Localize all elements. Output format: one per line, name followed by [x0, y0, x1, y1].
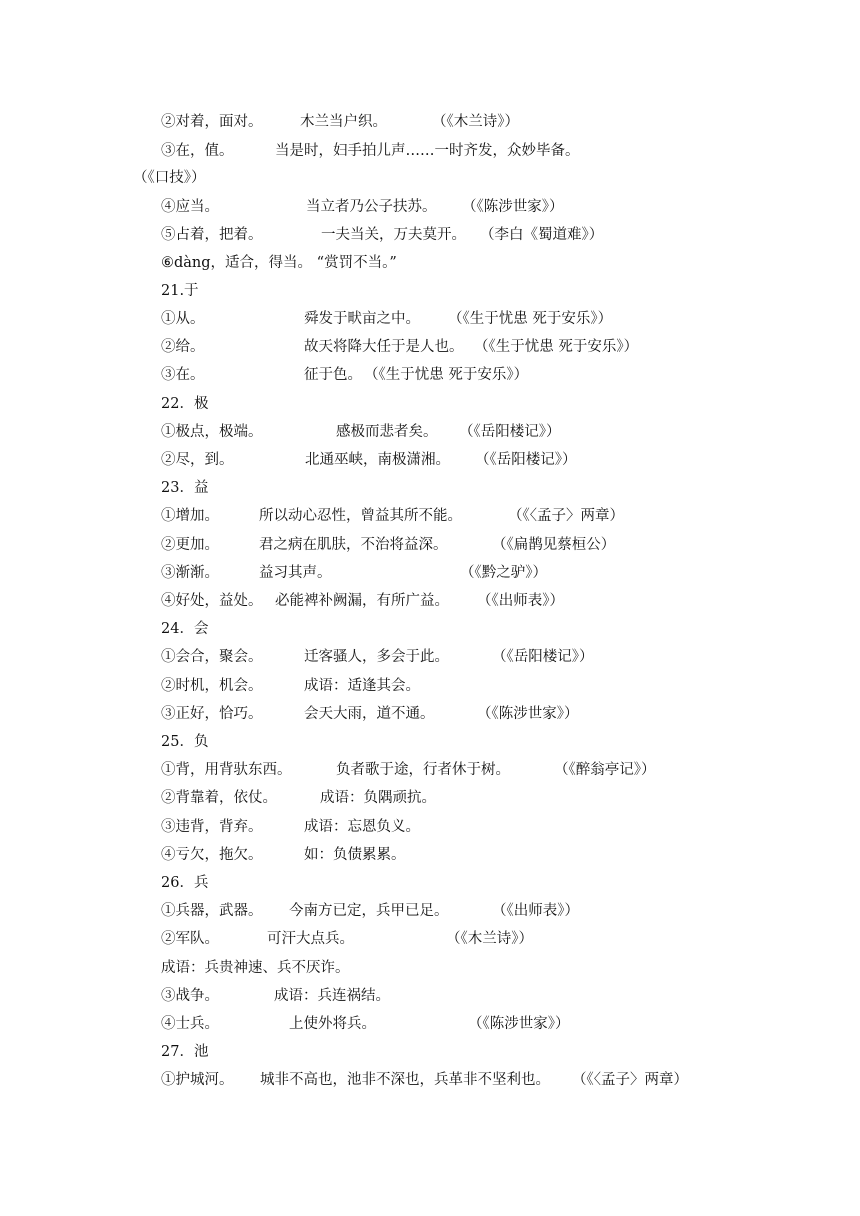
entry-meaning: ④士兵。: [161, 1016, 219, 1032]
entry-line: 成语：兵贵神速、兵不厌诈。: [161, 960, 350, 976]
entry-meaning: ①增加。: [161, 508, 219, 524]
entry-meaning: ③在。: [161, 367, 205, 383]
entry-example: 君之病在肌肤，不治将益深。: [259, 537, 448, 553]
entry-meaning: ③渐渐。: [161, 565, 219, 581]
entry-example: 一夫当关，万夫莫开。: [321, 227, 466, 243]
entry-meaning: ①兵器，武器。: [161, 903, 263, 919]
entry-meaning: ①护城河。: [161, 1072, 234, 1088]
entry-example: 成语：忘恩负义。: [304, 819, 420, 835]
entry-meaning: ②对着，面对。: [161, 114, 263, 130]
entry-example: 成语：适逢其会。: [304, 678, 420, 694]
entry-example: 可汗大点兵。: [267, 931, 354, 947]
entry-meaning: ②尽，到。: [161, 452, 234, 468]
entry-example: 木兰当户织。: [300, 114, 387, 130]
entry-source: （《岳阳楼记》）: [459, 424, 561, 440]
entry-meaning: ①极点，极端。: [161, 424, 263, 440]
entry-meaning: ①从。: [161, 311, 205, 327]
entry-meaning: ④亏欠，拖欠。: [161, 847, 263, 863]
entry-source: （《生于忧患 死于安乐》）: [474, 339, 639, 355]
entry-source: （《木兰诗》）: [432, 114, 519, 130]
entry-source: （李白《蜀道难》）: [480, 227, 604, 243]
entry-source: （《〈孟子〉两章）: [572, 1072, 688, 1088]
entry-meaning: ③战争。: [161, 988, 219, 1004]
entry-meaning: ②更加。: [161, 537, 219, 553]
entry-source: （《岳阳楼记》）: [475, 452, 577, 468]
entry-example: 如：负债累累。: [304, 847, 406, 863]
entry-source: （《扁鹊见蔡桓公）: [492, 537, 616, 553]
entry-meaning: ③违背，背弃。: [161, 819, 263, 835]
entry-source: （《〈孟子〉两章）: [508, 508, 624, 524]
entry-line: ⑥dàng，适合，得当。 “赏罚不当。”: [161, 255, 397, 271]
entry-meaning: ③在，值。: [161, 143, 234, 159]
entry-source: （《陈涉世家》）: [477, 706, 579, 722]
entry-source: （《木兰诗》）: [446, 931, 533, 947]
section-heading: 27．池: [161, 1044, 209, 1060]
entry-source: （《醉翁亭记》）: [554, 762, 656, 778]
entry-example: 益习其声。: [259, 565, 332, 581]
entry-source: （《陈涉世家》）: [468, 1016, 570, 1032]
entry-meaning: ④好处，益处。: [161, 593, 263, 609]
entry-example: 成语：负隅顽抗。: [320, 790, 436, 806]
section-heading: 24．会: [161, 621, 209, 637]
entry-example: 上使外将兵。: [289, 1016, 376, 1032]
entry-source: （《岳阳楼记》）: [492, 649, 594, 665]
entry-meaning: ②给。: [161, 339, 205, 355]
entry-source: （《生于忧患 死于安乐》）: [364, 367, 529, 383]
entry-example: 会天大雨，道不通。: [304, 706, 435, 722]
entry-continuation: （《口技》）: [133, 170, 206, 186]
entry-example: 所以动心忍性，曾益其所不能。: [259, 508, 462, 524]
entry-example: 当是时，妇手拍儿声……一时齐发，众妙毕备。: [275, 143, 580, 159]
entry-meaning: ①会合，聚会。: [161, 649, 263, 665]
entry-meaning: ①背，用背驮东西。: [161, 762, 292, 778]
entry-example: 迁客骚人，多会于此。: [304, 649, 449, 665]
entry-example: 今南方已定，兵甲已足。: [289, 903, 449, 919]
entry-example: 北通巫峡，南极潇湘。: [305, 452, 450, 468]
entry-example: 负者歌于途，行者休于树。: [336, 762, 510, 778]
entry-source: （《黔之驴》）: [460, 565, 547, 581]
section-heading: 21.于: [161, 283, 199, 299]
entry-source: （《陈涉世家》）: [462, 199, 564, 215]
entry-example: 感极而悲者矣。: [336, 424, 438, 440]
entry-source: （《出师表》）: [477, 593, 564, 609]
entry-example: 城非不高也，池非不深也，兵革非不坚利也。: [260, 1072, 550, 1088]
entry-source: （《生于忧患 死于安乐》）: [448, 311, 613, 327]
entry-example: 必能裨补阙漏，有所广益。: [275, 593, 449, 609]
entry-example: 成语：兵连祸结。: [274, 988, 390, 1004]
entry-example: 当立者乃公子扶苏。: [306, 199, 437, 215]
section-heading: 23．益: [161, 480, 209, 496]
section-heading: 22．极: [161, 396, 209, 412]
entry-example: 征于色。: [304, 367, 362, 383]
entry-source: （《出师表》）: [492, 903, 579, 919]
entry-meaning: ②军队。: [161, 931, 219, 947]
entry-meaning: ③正好，恰巧。: [161, 706, 263, 722]
entry-meaning: ②背靠着，依仗。: [161, 790, 277, 806]
section-heading: 26．兵: [161, 875, 209, 891]
entry-meaning: ②时机，机会。: [161, 678, 263, 694]
section-heading: 25．负: [161, 734, 209, 750]
entry-meaning: ④应当。: [161, 199, 219, 215]
entry-meaning: ⑤占着，把着。: [161, 227, 263, 243]
entry-example: 故天将降大任于是人也。: [304, 339, 464, 355]
entry-example: 舜发于畎亩之中。: [304, 311, 420, 327]
